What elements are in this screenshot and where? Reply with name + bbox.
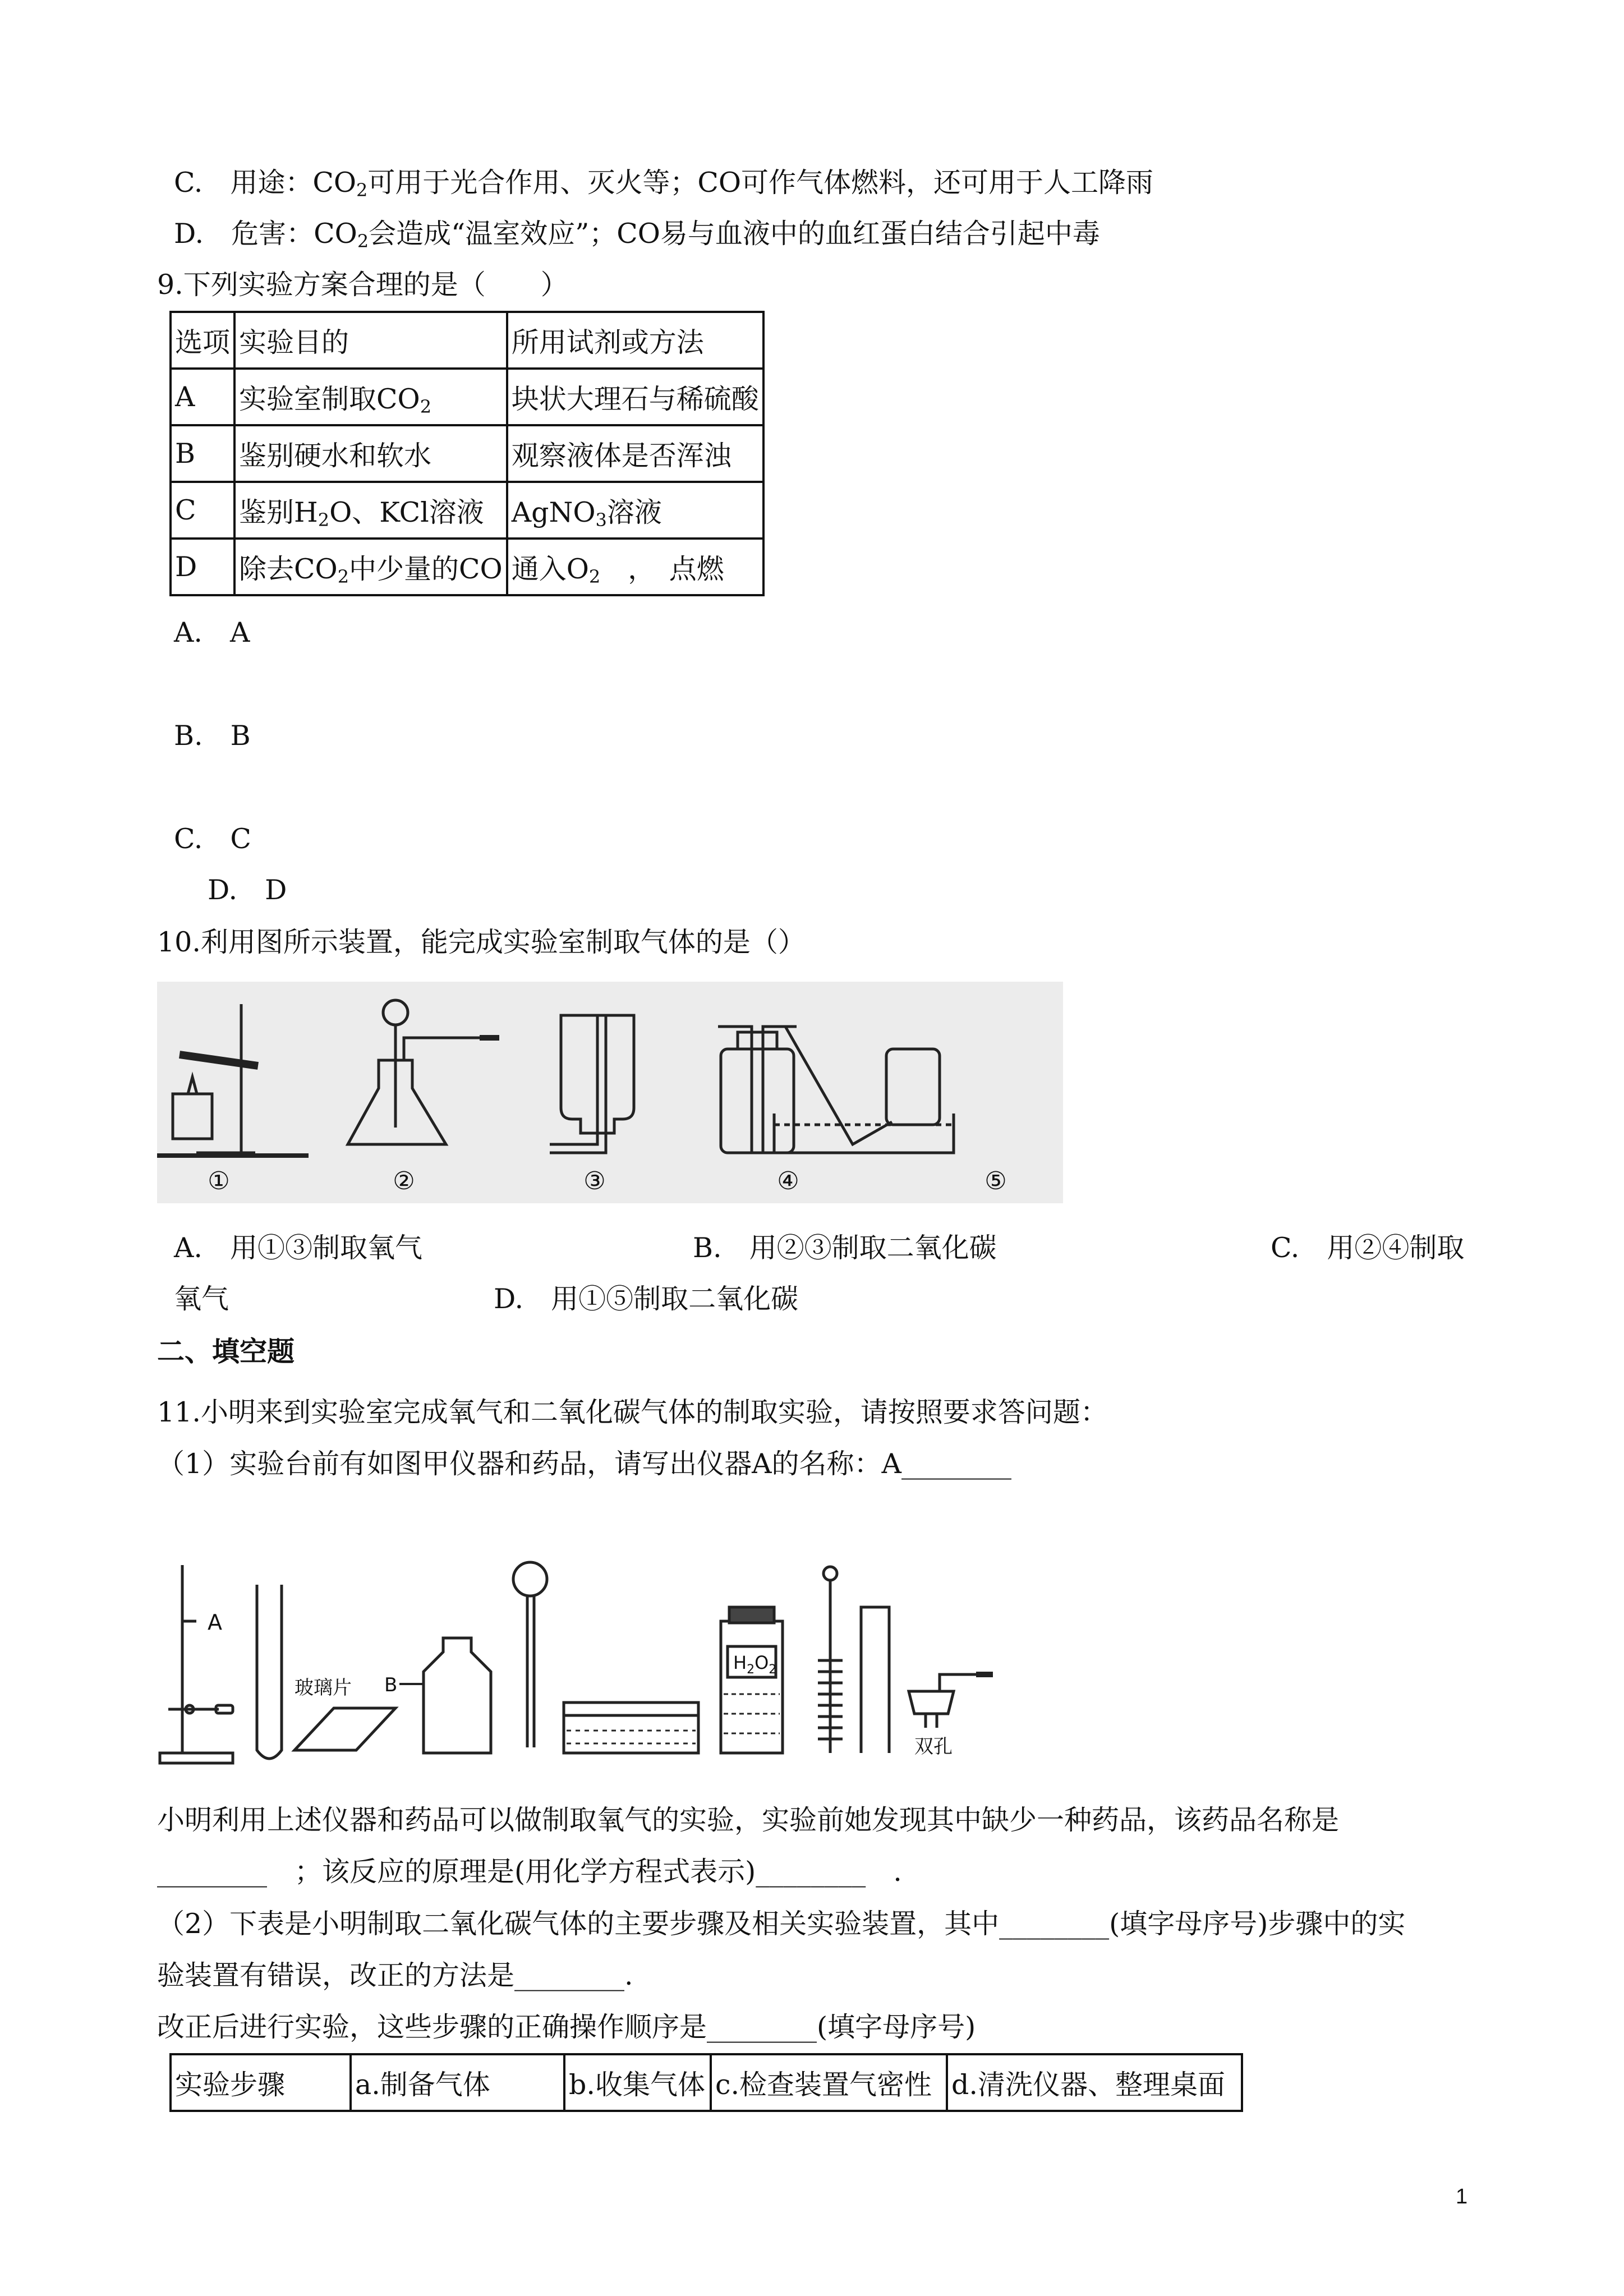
glass-plate [295,1708,395,1750]
q10-stem: 10.利用图所示装置，能完成实验室制取气体的是（） [157,926,806,958]
q9-option-d[interactable]: D. D [208,874,287,906]
q11-steps-table [169,2053,1243,2112]
goal-cell: 除去$CO_2$中少量的CO [234,539,507,595]
apparatus-label-2: ② [393,1167,415,1195]
h2o2-label: $H_2O_2$ [733,1652,777,1677]
q11-instruments-figure [157,1559,1032,1773]
table-row [171,425,763,482]
gas-collecting-bottle [424,1638,491,1753]
q11-stem: 11.小明来到实验室完成氧气和二氧化碳气体的制取实验，请按照要求答问题： [157,1396,1108,1428]
table-row [171,2054,1242,2111]
label-glass-plate: 玻璃片 [295,1677,352,1699]
goal-cell: 鉴别$H_2O$、KCl溶液 [234,482,507,539]
goal-cell: 实验室制取$CO_2$ [234,369,507,425]
method-cell: 观察液体是否浑浊 [507,425,763,482]
apparatus-label-5: ⑤ [984,1167,1007,1195]
table-header: 实验目的 [234,312,507,369]
iron-stand [160,1565,233,1763]
long-neck-funnel [513,1562,547,1747]
bent-glass-tube [861,1607,889,1753]
section-heading: 二、填空题 [157,1336,295,1368]
q10-option-d[interactable]: D. 用①⑤制取二氧化碳 [494,1283,799,1315]
apparatus-label-1: ① [208,1167,230,1195]
q8-option-c: C. 用途：$CO_2$可用于光合作用、灭火等；CO可作气体燃料，还可用于人工降雨 [174,167,1154,201]
label-double-hole: 双孔 [914,1736,953,1758]
q11-paragraph-3: ________ ；该反应的原理是(用化学方程式表示)________ . [157,1856,902,1888]
q9-option-b[interactable]: B. B [174,720,251,752]
q9-option-c[interactable]: C. C [174,823,251,855]
page-number: 1 [1456,2185,1468,2208]
table-row [171,482,763,539]
q8-option-d: D. 危害：$CO_2$会造成“温室效应”；CO易与血液中的血红蛋白结合引起中毒 [174,218,1100,252]
option-cell: C [171,482,234,539]
step-c: c.检查装置气密性 [711,2054,947,2111]
q9-stem: 9.下列实验方案合理的是（ ） [157,269,568,301]
hydrogen-peroxide-bottle [721,1607,783,1753]
goal-cell: 鉴别硬水和软水 [234,425,507,482]
q10-apparatus-figure [157,982,1063,1203]
table-header: 所用试剂或方法 [507,312,763,369]
q11-part2-continued: 验装置有错误，改正的方法是________. [157,1959,633,1991]
apparatus-label-4: ④ [777,1167,799,1195]
table-header: 选项 [171,312,234,369]
option-cell: A [171,369,234,425]
apparatus-label-3: ③ [583,1167,606,1195]
q10-option-c[interactable]: C. 用②④制取 [1271,1232,1465,1264]
q9-table [169,311,765,596]
q9-option-a[interactable]: A. A [174,616,250,648]
option-cell: B [171,425,234,482]
q11-part1: （1）实验台前有如图甲仪器和药品，请写出仪器A的名称：A________ [157,1448,1011,1480]
q10-option-a[interactable]: A. 用①③制取氧气 [174,1232,422,1264]
test-tube-brush [818,1567,843,1753]
step-a: a.制备气体 [351,2054,564,2111]
option-cell: D [171,539,234,595]
q10-option-b[interactable]: B. 用②③制取二氧化碳 [693,1232,997,1264]
method-cell: 块状大理石与稀硫酸 [507,369,763,425]
method-cell: AgNO$_3$溶液 [507,482,763,539]
steps-header: 实验步骤 [171,2054,351,2111]
double-hole-stopper [909,1674,993,1728]
table-row [171,539,763,595]
table-header-row [171,312,763,369]
label-a: A [208,1610,222,1635]
method-cell: 通入$O_2$ ， 点燃 [507,539,763,595]
step-d: d.清洗仪器、整理桌面 [947,2054,1242,2111]
q11-order-question: 改正后进行实验，这些步骤的正确操作顺序是________(填字母序号) [157,2011,976,2043]
table-row [171,369,763,425]
q11-paragraph-2: 小明利用上述仪器和药品可以做制取氧气的实验，实验前她发现其中缺少一种药品，该药品名称是 [157,1804,1340,1836]
test-tube [257,1585,282,1759]
water-trough [564,1703,698,1753]
q10-option-c-continued: 氧气 [174,1283,229,1315]
q11-part2: （2）下表是小明制取二氧化碳气体的主要步骤及相关实验装置，其中________(填字母序号)步骤中的实 [157,1908,1406,1940]
label-b: B [384,1674,398,1696]
step-b: b.收集气体 [564,2054,711,2111]
